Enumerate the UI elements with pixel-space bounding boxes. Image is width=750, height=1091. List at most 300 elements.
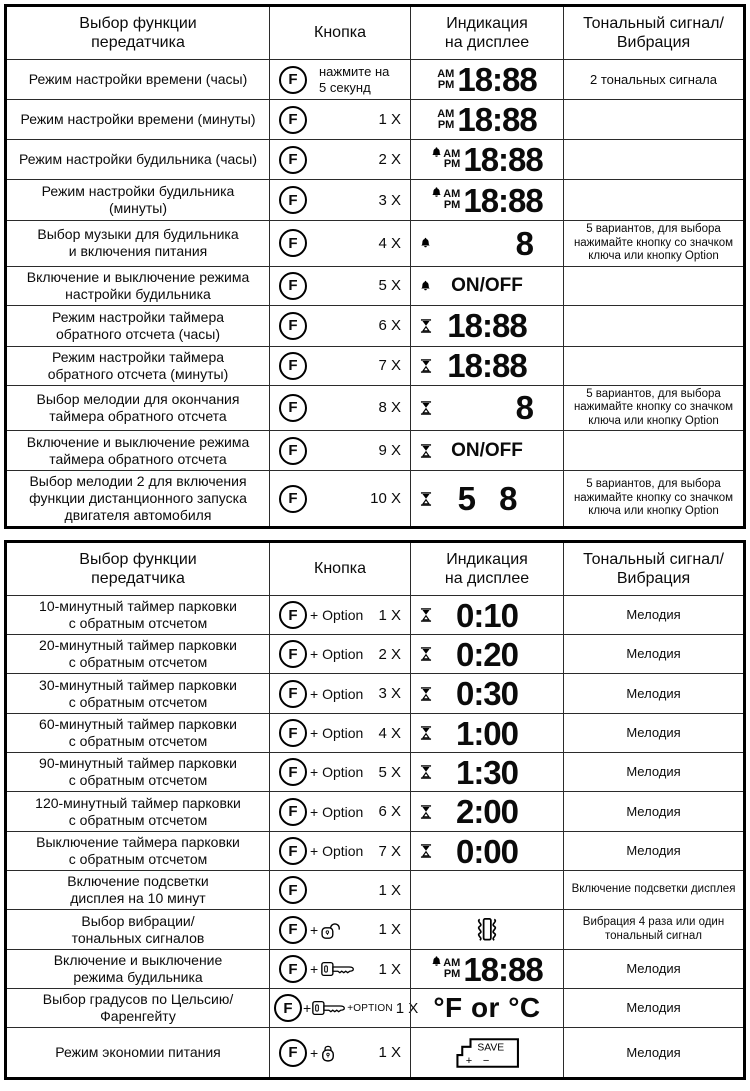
f-button-icon (279, 394, 307, 422)
minus-sign: − (482, 1054, 490, 1067)
function-cell (7, 140, 269, 179)
combo-text: + Option (310, 646, 364, 662)
display-cell (410, 714, 563, 752)
f-label: F (288, 111, 298, 128)
display-value: 1:30 (455, 753, 519, 791)
display-value: 18:88 (463, 950, 543, 988)
button-combo (279, 955, 355, 983)
column-header-display (410, 7, 563, 59)
display-value: 0:00 (455, 832, 519, 870)
header-line: Кнопка (314, 24, 366, 42)
bell-holder (431, 147, 442, 158)
hourglass-icon (420, 492, 432, 506)
button-cell (269, 386, 410, 431)
display-value: 5 8 (457, 480, 517, 517)
bell-icon (431, 147, 442, 158)
table-row (7, 139, 743, 179)
note-line: 5 секунд (319, 79, 371, 95)
function-line: с обратным отсчетом (68, 733, 208, 749)
table-row (7, 870, 743, 909)
press-count: 5 X (378, 277, 401, 294)
f-button-icon (279, 186, 307, 214)
hourglass-icon (420, 608, 432, 622)
display-content (417, 994, 557, 1022)
button-combo (274, 994, 393, 1022)
tone-cell (563, 910, 743, 949)
function-line: тональных сигналов (71, 929, 205, 946)
bell-icon (431, 187, 442, 198)
tone-line: нажимайте кнопку со значком (573, 491, 734, 504)
function-line: Выбор музыки для будильника (37, 226, 239, 243)
f-button-icon (279, 272, 307, 300)
press-count: 4 X (378, 724, 401, 742)
press-count: 7 X (378, 842, 401, 860)
button-cell (269, 871, 410, 909)
function-line: таймера обратного отсчета (49, 450, 227, 467)
bell-icon (420, 238, 431, 249)
f-label: F (288, 490, 298, 507)
tone-cell (563, 347, 743, 385)
function-cell (7, 753, 269, 791)
display-value: 2:00 (455, 793, 519, 830)
tone-cell (563, 674, 743, 713)
display-content (417, 482, 557, 515)
tone-line: тональный сигнал (604, 929, 703, 942)
function-line: обратного отсчета (минуты) (47, 365, 229, 382)
function-line: Выбор вибрации/ (81, 912, 195, 929)
combo-text: +OPTION (347, 1002, 393, 1014)
display-icon-holder (420, 608, 432, 622)
bell-icon (420, 280, 431, 291)
display-value: 8 (515, 224, 533, 262)
hourglass-icon (420, 805, 432, 819)
function-line: Включение и выключение режима (26, 268, 250, 285)
tone-cell (563, 596, 743, 634)
display-content (417, 63, 557, 96)
header-line: Индикация (446, 550, 528, 568)
tone-cell (563, 471, 743, 526)
am-pm-indicator (443, 189, 460, 210)
button-cell (269, 714, 410, 752)
function-line: Выбор мелодии 2 для включения (29, 473, 247, 489)
display-cell (410, 180, 563, 220)
combo-text: + Option (310, 607, 364, 623)
table-header-row (7, 7, 743, 59)
function-line: Выбор мелодии для окончания (36, 390, 240, 407)
function-line: дисплея на 10 минут (70, 890, 206, 906)
table-row (7, 595, 743, 634)
display-icon-holder (420, 647, 432, 661)
f-label: F (288, 71, 298, 88)
save-label: SAVE (477, 1041, 505, 1053)
table-row (7, 791, 743, 831)
display-value: ON/OFF (451, 440, 523, 461)
combo-text: + (310, 961, 319, 977)
function-line: 30-минутный таймер парковки (39, 676, 237, 693)
tone-line: Мелодия (626, 725, 681, 740)
button-cell (269, 753, 410, 791)
function-cell (7, 989, 269, 1027)
hourglass-icon (420, 687, 432, 701)
press-count: 6 X (378, 803, 401, 820)
f-label: F (288, 685, 298, 702)
button-cell (269, 180, 410, 220)
function-cell (7, 386, 269, 431)
button-combo (279, 437, 307, 465)
combo-text: + Option (310, 725, 364, 741)
button-combo (279, 146, 307, 174)
tone-cell (563, 140, 743, 179)
table-row (7, 634, 743, 673)
button-combo (279, 640, 363, 668)
function-line: Фаренгейту (100, 1008, 176, 1024)
combo-text: + (303, 1000, 312, 1016)
column-header-function (7, 7, 269, 59)
function-line: 120-минутный таймер парковки (35, 794, 241, 811)
tone-cell (563, 431, 743, 470)
display-cell (410, 140, 563, 179)
display-content (417, 224, 557, 262)
function-line: таймера обратного отсчета (49, 407, 227, 424)
am-label: AM (443, 957, 461, 969)
function-line: 90-минутный таймер парковки (39, 755, 237, 771)
table-row (7, 220, 743, 266)
display-cell (410, 753, 563, 791)
function-cell (7, 431, 269, 470)
f-button-icon (279, 1039, 307, 1067)
key-icon (321, 961, 355, 977)
function-cell (7, 306, 269, 346)
display-content (417, 714, 557, 752)
display-cell (410, 871, 563, 909)
display-content (417, 143, 557, 176)
f-label: F (288, 763, 298, 781)
press-count: 7 X (378, 357, 401, 374)
hourglass-icon (420, 401, 432, 415)
function-cell (7, 60, 269, 99)
f-label: F (288, 317, 298, 334)
button-combo (279, 106, 307, 134)
lock-open-icon (321, 921, 342, 939)
function-line: Включение подсветки (67, 873, 209, 889)
header-line: на дисплее (444, 570, 530, 587)
function-line: Режим настройки таймера (51, 348, 225, 365)
f-label: F (288, 803, 298, 820)
column-header-button (269, 543, 410, 595)
display-value: ON/OFF (451, 275, 523, 296)
table-row (7, 949, 743, 988)
button-combo (279, 312, 307, 340)
display-cell (410, 386, 563, 431)
press-duration-note (319, 64, 389, 96)
display-cell (410, 910, 563, 949)
button-combo (279, 758, 363, 786)
display-content (417, 753, 557, 791)
f-button-icon (279, 312, 307, 340)
press-count: 1 X (378, 881, 401, 899)
display-cell (410, 950, 563, 988)
display-content (417, 181, 557, 219)
header-line: на дисплее (444, 34, 530, 51)
function-line: двигателя автомобиля (64, 507, 212, 523)
hourglass-icon (420, 726, 432, 740)
table-row (7, 346, 743, 385)
display-icon-holder (420, 726, 432, 740)
button-combo (279, 680, 363, 708)
tone-cell (563, 221, 743, 266)
display-icon-holder (420, 401, 432, 415)
button-cell (269, 60, 410, 99)
display-icon-holder (420, 844, 432, 858)
column-header-display (410, 543, 563, 595)
display-cell (410, 832, 563, 870)
display-content (417, 596, 557, 634)
display-value: 18:88 (457, 61, 537, 98)
function-line: функции дистанционного запуска (29, 490, 247, 506)
press-count: 1 X (378, 606, 401, 624)
tone-line: 5 вариантов, для выбора (586, 478, 721, 491)
header-line: Тональный сигнал/ (583, 14, 724, 32)
column-header-tone (563, 7, 743, 59)
f-label: F (288, 234, 298, 252)
display-icon-holder (420, 238, 431, 249)
tone-cell (563, 832, 743, 870)
press-count: 2 X (378, 151, 401, 168)
function-cell (7, 635, 269, 673)
pm-label: PM (443, 198, 461, 211)
tone-line: Включение подсветки дисплея (571, 883, 736, 896)
table-row (7, 99, 743, 139)
tone-line: 5 вариантов, для выбора (586, 387, 721, 400)
display-content (417, 103, 557, 136)
f-button-icon (279, 601, 307, 629)
button-combo (279, 1039, 335, 1067)
tone-line: Мелодия (626, 961, 681, 976)
display-content (417, 635, 557, 673)
display-icon-holder (420, 359, 432, 373)
f-button-icon (279, 485, 307, 513)
display-value: 18:88 (463, 141, 543, 178)
button-cell (269, 306, 410, 346)
table-row (7, 752, 743, 791)
display-content (417, 276, 557, 295)
f-label: F (288, 842, 298, 860)
f-label: F (288, 151, 298, 168)
display-value: 1:00 (455, 714, 519, 752)
table-row (7, 266, 743, 305)
am-label: AM (437, 108, 455, 120)
display-value: 18:88 (447, 347, 527, 384)
button-combo (279, 876, 307, 904)
am-label: AM (437, 68, 455, 80)
function-line: Режим настройки будильника (часы) (18, 151, 258, 167)
tone-cell (563, 871, 743, 909)
display-icon-holder (420, 492, 432, 506)
function-line: 20-минутный таймер парковки (39, 637, 237, 653)
display-value: 18:88 (457, 101, 537, 138)
hourglass-icon (420, 319, 432, 333)
f-button-icon (279, 680, 307, 708)
display-icon-holder (420, 280, 431, 291)
vibration-icon (470, 916, 504, 943)
f-label: F (288, 724, 298, 742)
f-button-icon (279, 66, 307, 94)
display-icon-holder (420, 805, 432, 819)
button-combo (279, 186, 307, 214)
f-label: F (288, 881, 298, 899)
button-cell (269, 221, 410, 266)
bell-holder (431, 187, 442, 198)
tone-cell (563, 306, 743, 346)
header-line: Вибрация (616, 34, 691, 51)
button-cell (269, 910, 410, 949)
display-content (417, 832, 557, 870)
f-label: F (288, 191, 298, 209)
function-cell (7, 792, 269, 831)
key-icon (312, 1000, 346, 1016)
press-count: 1 X (378, 921, 401, 938)
tone-line: ключа или кнопку Option (588, 505, 719, 518)
f-label: F (288, 960, 298, 978)
pm-label: PM (437, 118, 455, 131)
button-cell (269, 989, 419, 1027)
header-line: Выбор функции (79, 14, 197, 32)
function-line: Включение и выключение режима (26, 433, 250, 450)
press-count: 6 X (378, 317, 401, 334)
button-cell (269, 140, 410, 179)
display-cell (410, 221, 563, 266)
display-cell (410, 471, 563, 526)
combo-text: + (310, 921, 319, 938)
function-line: обратного отсчета (часы) (55, 325, 221, 342)
function-cell (7, 832, 269, 870)
hourglass-icon (420, 765, 432, 779)
bell-holder (431, 956, 442, 967)
button-cell (269, 471, 410, 526)
button-combo (279, 916, 342, 944)
button-combo (279, 66, 307, 94)
f-button-icon (279, 229, 307, 257)
function-cell (7, 267, 269, 305)
table-row (7, 713, 743, 752)
f-button-icon (279, 955, 307, 983)
tone-line: Мелодия (626, 764, 681, 779)
display-content (417, 950, 557, 988)
f-label: F (288, 645, 298, 663)
display-content (417, 795, 557, 828)
tone-line: Вибрация 4 раза или один (582, 916, 725, 928)
am-label: AM (443, 147, 461, 160)
press-count: 4 X (378, 234, 401, 252)
function-line: с обратным отсчетом (68, 654, 208, 670)
f-button-icon (279, 837, 307, 865)
manual-page (4, 0, 746, 1080)
function-line: с обратным отсчетом (68, 693, 208, 710)
tone-cell (563, 635, 743, 673)
tone-line: Мелодия (626, 685, 681, 701)
am-pm-indicator (437, 69, 454, 90)
am-label: AM (443, 188, 461, 200)
table-row (7, 831, 743, 870)
display-cell (410, 306, 563, 346)
hourglass-icon (420, 359, 432, 373)
display-cell (410, 674, 563, 713)
function-cell (7, 100, 269, 139)
tone-line: ключа или кнопку Option (588, 414, 719, 427)
f-button-icon (279, 719, 307, 747)
am-pm-indicator (437, 109, 454, 130)
header-line: Кнопка (314, 560, 366, 578)
alarm-am-pm-indicator (431, 190, 460, 210)
f-button-icon (279, 352, 307, 380)
table-row (7, 909, 743, 949)
button-cell (269, 635, 410, 673)
f-button-icon (279, 876, 307, 904)
display-content (417, 441, 557, 460)
function-cell (7, 950, 269, 988)
function-line: режима будильника (73, 969, 203, 985)
button-cell (269, 674, 410, 713)
function-line: Режим настройки времени (минуты) (20, 111, 256, 127)
pm-label: PM (443, 967, 461, 980)
table-row (7, 988, 743, 1027)
press-count: 1 X (378, 960, 401, 978)
press-count: 1 X (378, 1044, 401, 1061)
button-combo (279, 798, 363, 826)
display-value: 0:10 (455, 596, 519, 634)
tone-line: Мелодия (626, 1044, 681, 1060)
button-cell (269, 267, 410, 305)
f-button-icon (279, 758, 307, 786)
combo-text: + (310, 1044, 319, 1061)
button-combo (279, 272, 307, 300)
pm-label: PM (443, 158, 461, 170)
display-value: 18:88 (463, 181, 543, 219)
function-cell (7, 180, 269, 220)
button-combo (279, 352, 307, 380)
function-cell (7, 714, 269, 752)
header-line: передатчика (91, 570, 185, 587)
pm-label: PM (437, 78, 455, 91)
display-content (417, 1037, 557, 1069)
display-value: 18:88 (447, 307, 527, 344)
display-cell (410, 989, 563, 1027)
function-line: с обратным отсчетом (68, 772, 208, 788)
note-line: нажмите на (319, 63, 390, 79)
hourglass-icon (420, 844, 432, 858)
function-line: Режим настройки времени (часы) (28, 71, 248, 87)
display-cell (410, 60, 563, 99)
tone-cell (563, 950, 743, 988)
tone-cell (563, 60, 743, 99)
button-combo (279, 719, 363, 747)
combo-text: + Option (310, 803, 364, 820)
button-cell (269, 100, 410, 139)
tone-line: Мелодия (626, 1000, 681, 1015)
f-button-icon (274, 994, 302, 1022)
header-line: Выбор функции (79, 550, 197, 568)
f-button-icon (279, 146, 307, 174)
tone-line: 2 тональных сигнала (589, 71, 717, 87)
table-row (7, 59, 743, 99)
button-cell (269, 950, 410, 988)
f-label: F (283, 999, 293, 1017)
f-button-icon (279, 640, 307, 668)
f-label: F (288, 606, 298, 624)
tone-line: 5 вариантов, для выбора (586, 223, 721, 235)
function-cell (7, 471, 269, 526)
button-combo (279, 601, 363, 629)
